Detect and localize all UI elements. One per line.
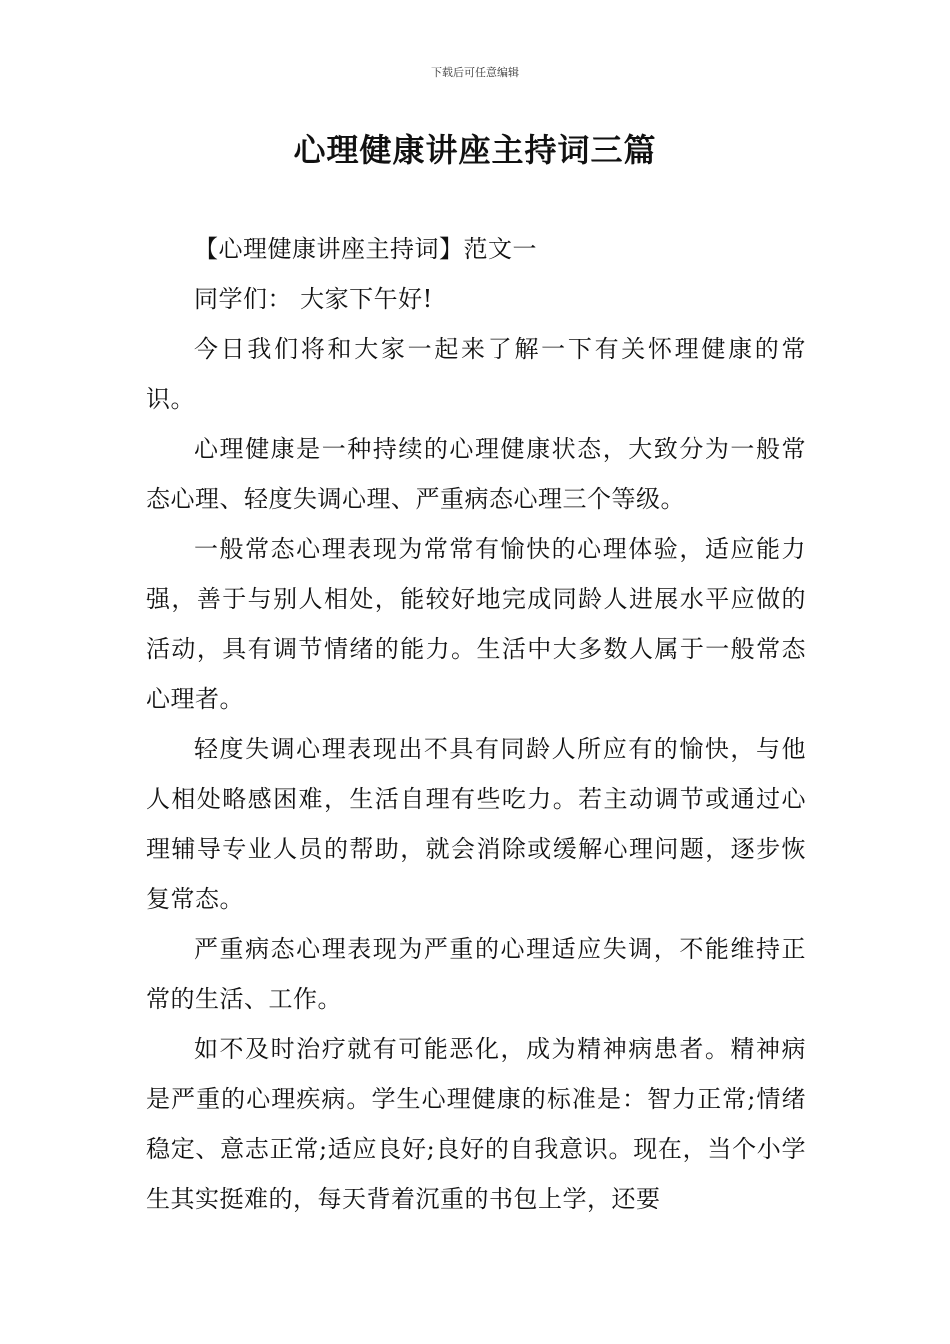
header-note: 下载后可任意编辑 — [431, 66, 519, 79]
greeting-paragraph: 同学们： 大家下午好! — [194, 285, 433, 313]
body-paragraph: 严重病态心理表现为严重的心理适应失调，不能维持正常的生活、工作。 — [146, 935, 806, 1013]
body-paragraph: 心理健康是一种持续的心理健康状态，大致分为一般常态心理、轻度失调心理、严重病态心理三个等级。 — [146, 435, 806, 513]
body-paragraph: 轻度失调心理表现出不具有同龄人所应有的愉快，与他人相处略感困难，生活自理有些吃力。若主动调节或通过心理辅导专业人员的帮助，就会消除或缓解心理问题，逐步恢复常态。 — [146, 735, 806, 913]
intro-paragraph: 今日我们将和大家一起来了解一下有关怀理健康的常识。 — [146, 335, 806, 413]
document-body — [146, 224, 806, 1224]
body-paragraph: 如不及时治疗就有可能恶化，成为精神病患者。精神病是严重的心理疾病。学生心理健康的标准是：智力正常;情绪稳定、意志正常;适应良好;良好的自我意识。现在，当个小学生其实挺难的，每天背着沉重的书包上学，还要 — [146, 1035, 806, 1213]
body-paragraph: 一般常态心理表现为常常有愉快的心理体验，适应能力强，善于与别人相处，能较好地完成同龄人进展水平应做的活动，具有调节情绪的能力。生活中大多数人属于一般常态心理者。 — [146, 535, 806, 713]
document-title: 心理健康讲座主持词三篇 — [293, 131, 657, 169]
section-heading: 【心理健康讲座主持词】范文一 — [194, 235, 537, 263]
